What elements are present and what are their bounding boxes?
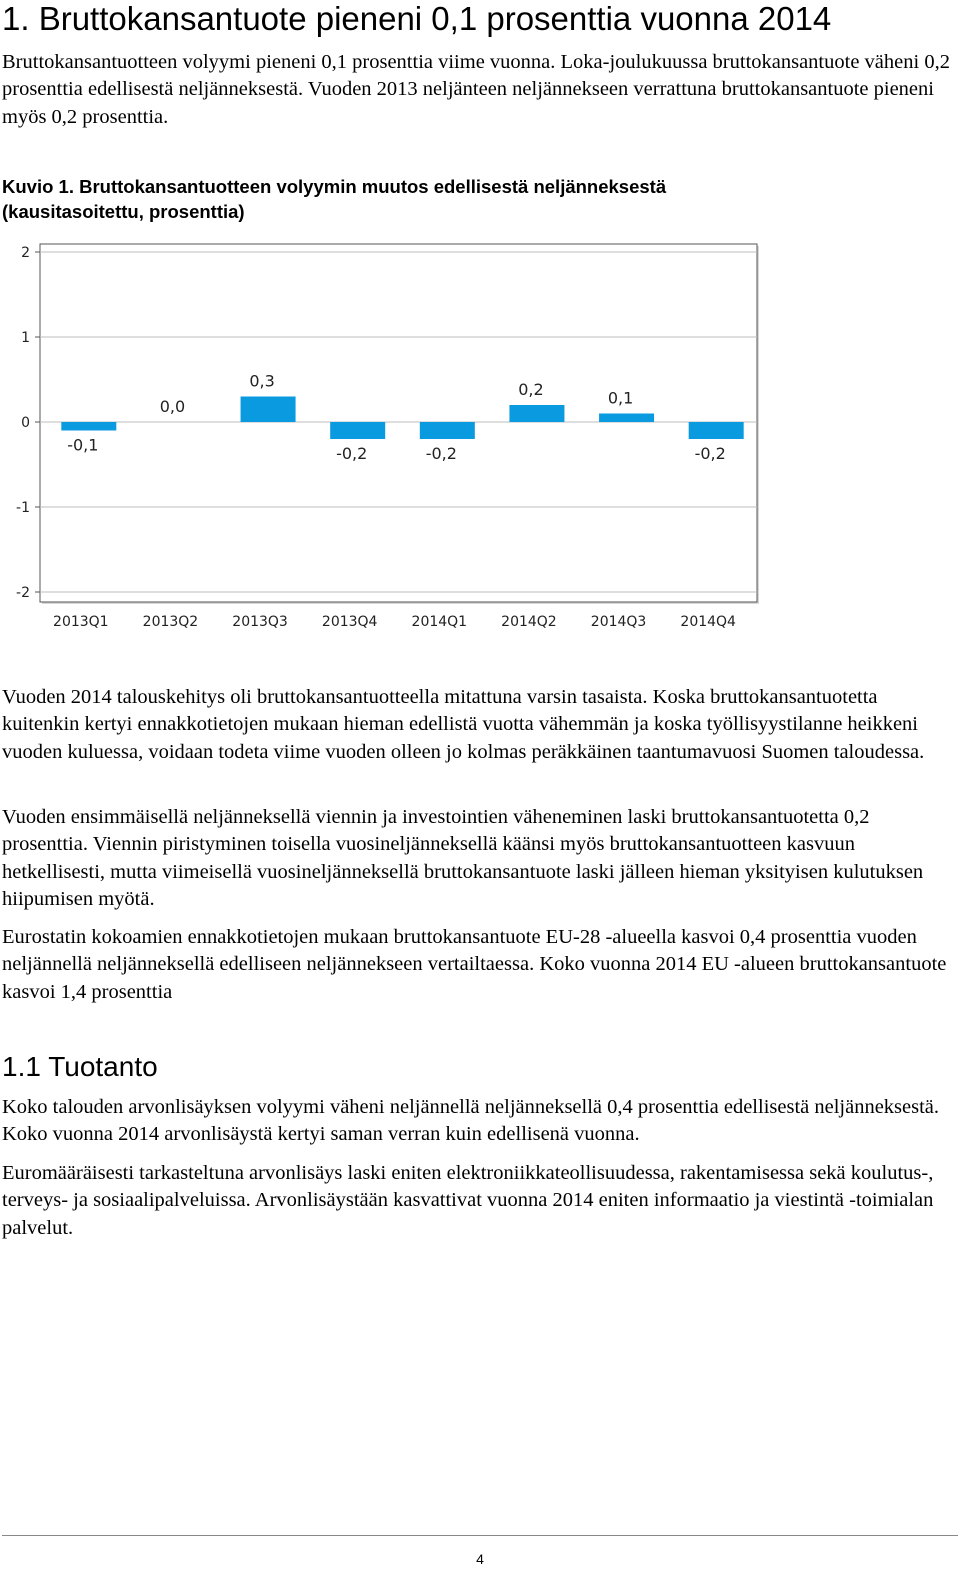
subsection-heading: 1.1 Tuotanto [2,1051,158,1082]
bar-value-label: 0,0 [159,397,186,416]
figure-caption: Kuvio 1. Bruttokansantuotteen volyymin muutos edellisestä neljänneksestä (kausitasoitettu, prosenttia) [2,176,667,222]
y-tick-label: -1 [16,500,30,516]
bar [61,422,116,431]
body-paragraph-1: Vuoden 2014 talouskehitys oli bruttokansantuotteella mitattuna varsin tasaista. Koska bruttokansantuotetta kuitenkin kertyi ennakkotietojen mukaan hieman edellistä vuotta vähemmän ja koska työllisyystilanne heikkeni vuoden kuluessa, voidaan todeta viime vuoden olleen jo kolmas peräkkäinen taantumavuosi Suomen taloudessa. [2,686,925,763]
plot-area [40,244,757,602]
section-heading: 1. Bruttokansantuote pieneni 0,1 prosenttia vuonna 2014 [2,0,832,37]
x-category-label: 2014Q1 [411,614,468,630]
bar-value-label: -0,2 [425,444,457,463]
x-category-label: 2013Q3 [232,614,288,630]
bar-value-label: -0,1 [67,435,99,455]
bar-value-label: 0,1 [607,388,634,408]
bar [509,405,564,422]
y-tick-label: 0 [21,415,30,431]
bar [599,414,654,423]
body-paragraph-3: Eurostatin kokoamien ennakkotietojen mukaan bruttokansantuote EU-28 -alueella kasvoi 0,4 prosenttia vuoden neljännellä neljänneksellä edelliseen neljännekseen vertailtaessa. Koko vuonna 2014 EU -alueen bruttokansantuote kasvoi 1,4 prosenttia [2,926,947,1003]
x-category-label: 2013Q2 [142,614,199,630]
production-paragraph-1: Koko talouden arvonlisäyksen volyymi väheni neljännellä neljänneksellä 0,4 prosenttia edellisestä neljänneksestä. Koko vuonna 2014 arvonlisäystä kertyi saman verran kuin edellisenä vuonna. [2,1096,940,1146]
footer-divider [2,1535,958,1536]
page-number: 4 [476,1551,484,1567]
y-tick-label: 2 [21,245,30,261]
bar-value-label: 0,2 [518,380,544,399]
bar [420,422,475,439]
x-category-label: 2013Q4 [321,614,378,630]
y-tick-label: -2 [16,585,30,601]
x-category-label: 2014Q2 [501,614,557,630]
bar [689,422,744,439]
x-category-label: 2014Q3 [590,614,647,630]
intro-paragraph: Bruttokansantuotteen volyymi pieneni 0,1 prosenttia viime vuonna. Loka-joulukuussa bruttokansantuote väheni 0,2 prosenttia edellisestä neljänneksestä. Vuoden 2013 neljänteen neljännekseen verrattuna bruttokansantuote pieneni myös 0,2 prosenttia. [2,51,950,128]
bar-value-label: -0,2 [694,444,726,463]
y-tick-label: 1 [21,330,30,346]
bar [330,422,385,439]
body-paragraph-2: Vuoden ensimmäisellä neljänneksellä viennin ja investointien väheneminen laski bruttokansantuotetta 0,2 prosenttia. Viennin piristyminen toisella vuosineljänneksellä käänsi myös bruttokansantuotteen kasvuun hetkellisesti, mutta viimeisellä vuosineljänneksellä bruttokansantuote laski jälleen hieman yksityisen kulutuksen hiipumisen myötä. [2,806,924,911]
bar-value-label: -0,2 [336,444,368,463]
gdp-bar-chart [0,236,770,646]
x-category-label: 2014Q4 [680,614,736,630]
production-paragraph-2: Euromääräisesti tarkasteltuna arvonlisäys laski eniten elektroniikkateollisuudessa, rakentamisessa sekä koulutus-, terveys- ja sosiaalipalveluissa. Arvonlisäystään kasvattivat vuonna 2014 eniten informaatio ja viestintä -toimialan palvelut. [2,1162,934,1239]
bar-value-label: 0,3 [249,371,275,391]
x-category-label: 2013Q1 [53,614,109,630]
bar [241,397,296,423]
